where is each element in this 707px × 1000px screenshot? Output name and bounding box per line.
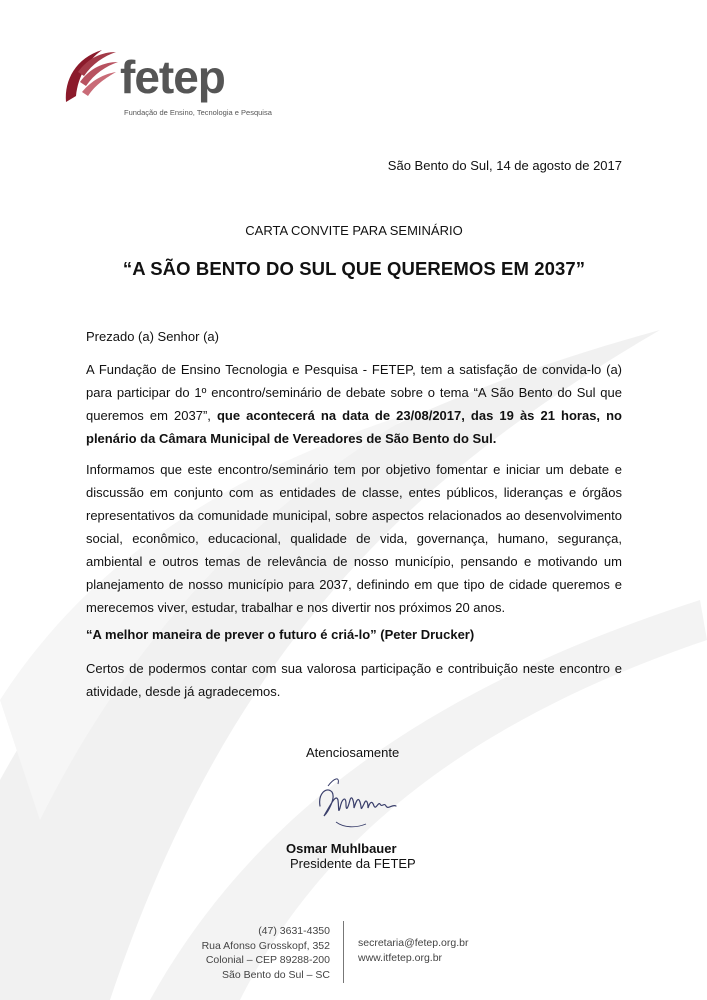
greeting: Prezado (a) Senhor (a) bbox=[86, 329, 219, 344]
quote: “A melhor maneira de prever o futuro é criá-lo” (Peter Drucker) bbox=[86, 627, 475, 642]
paragraph-thanks: Certos de podermos contar com sua valorosa participação e contribuição neste encontro e atividade, desde já agradecemos. bbox=[86, 661, 622, 699]
letter-date: São Bento do Sul, 14 de agosto de 2017 bbox=[387, 158, 622, 173]
signer-name: Osmar Muhlbauer bbox=[286, 841, 397, 856]
footer-website[interactable]: www.itfetep.org.br bbox=[358, 952, 443, 964]
footer-email[interactable]: secretaria@fetep.org.br bbox=[358, 937, 469, 949]
footer-district: Colonial – CEP 89288-200 bbox=[205, 954, 330, 966]
footer-phone: (47) 3631-4350 bbox=[258, 925, 330, 937]
logo-swoosh-icon bbox=[58, 44, 122, 108]
signer-role: Presidente da FETEP bbox=[290, 856, 416, 871]
paragraph-invitation-event-details: que acontecerá na data de 23/08/2017, das 19 às 21 horas, no plenário da Câmara Municipal de Vereadores de São Bento do Sul. bbox=[86, 408, 622, 446]
footer-divider bbox=[343, 921, 344, 983]
footer-contact bbox=[358, 936, 468, 966]
closing: Atenciosamente bbox=[306, 745, 400, 760]
logo-wordmark: fetep bbox=[120, 51, 225, 103]
footer-city: São Bento do Sul – SC bbox=[222, 968, 330, 981]
paragraph-invitation-text: A Fundação de Ensino Tecnologia e Pesquisa - FETEP, tem a satisfação de convida-lo (a) para participar do 1º encontro/seminário de debate sobre o tema “A São Bento do Sul que queremos em 2037”, bbox=[86, 362, 622, 423]
paragraph-objective: Informamos que este encontro/seminário tem por objetivo fomentar e iniciar um debate e discussão em conjunto com as entidades de classe, entes públicos, lideranças e órgãos representativos da comunidade municipal, sobre aspectos relacionados ao desenvolvimento social, econômico, educacional, qualidade de vida, governança, humano, segurança, ambiental e outros temas de relevância de nosso município, pensando e motivando um planejamento de nosso município para 2037, definindo em que tipo de cidade queremos e merecemos viver, estudar, trabalhar e nos divertir nos próximos 20 anos. bbox=[86, 462, 622, 615]
handwritten-signature bbox=[314, 772, 404, 842]
footer-address bbox=[170, 924, 330, 982]
footer-street: Rua Afonso Grosskopf, 352 bbox=[201, 939, 330, 952]
paragraph-invitation bbox=[86, 358, 622, 450]
fetep-logo bbox=[58, 44, 272, 124]
letter-title: “A SÃO BENTO DO SUL QUE QUEREMOS EM 2037” bbox=[122, 258, 586, 279]
letter-subtitle: CARTA CONVITE PARA SEMINÁRIO bbox=[245, 223, 463, 238]
logo-tagline: Fundação de Ensino, Tecnologia e Pesquisa bbox=[124, 108, 272, 117]
